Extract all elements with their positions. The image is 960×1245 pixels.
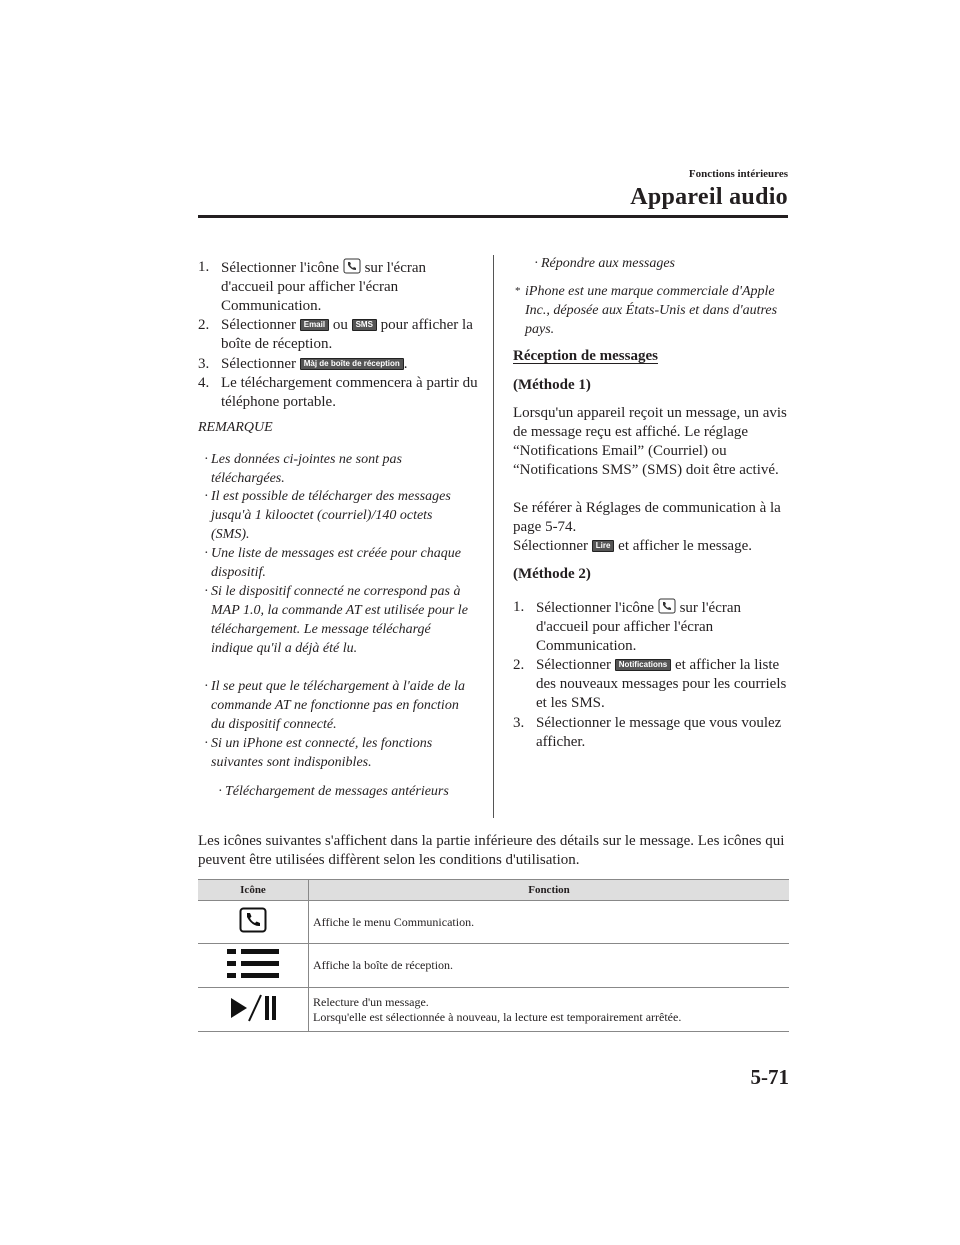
remarque-sub-bullet: · Répondre aux messages [534, 256, 676, 271]
section-label: Fonctions intérieures [688, 168, 788, 180]
read-button: Lire [592, 540, 615, 552]
table-row-text: Relecture d'un message. Lorsqu'elle est sélectionnée à nouveau, la lecture est temporairement arrêtée. [309, 988, 790, 1032]
remarque-bullet: · Il se peut que le téléchargement à l'aide de la commande AT ne fonctionne pas en fonction du dispositif connecté. [204, 679, 466, 732]
table-row-text: Affiche le menu Communication. [309, 901, 790, 944]
method-2-step-1: 1. Sélectionner l'icône sur l'écran d'accueil pour afficher l'écran Communication. [513, 599, 741, 654]
phone-icon [239, 907, 267, 933]
list-icon [225, 946, 281, 982]
sms-button: SMS [352, 319, 377, 331]
phone-icon [343, 258, 361, 274]
table-header-row [198, 880, 789, 901]
remarque-bullet: · Il est possible de télécharger des messages jusqu'à 1 kilooctet (courriel)/140 octets (SMS). [204, 489, 451, 542]
step-4: 4. Le téléchargement commencera à partir du téléphone portable. [198, 375, 478, 410]
remarque-sub-bullet: · Téléchargement de messages antérieurs [218, 784, 449, 799]
remarque-title: REMARQUE [198, 420, 273, 435]
method-2-label: (Méthode 2) [513, 566, 591, 582]
step-1: 1. Sélectionner l'icône sur l'écran d'accueil pour afficher l'écran Communication. [198, 259, 426, 314]
step-3: 3. Sélectionner Màj de boîte de réception . [198, 356, 408, 372]
remarque-bullet: · Les données ci-jointes ne sont pas téléchargées. [204, 452, 402, 486]
reception-heading: Réception de messages [513, 348, 658, 364]
header-divider [198, 215, 788, 218]
step-2: 2. Sélectionner Email ou SMS pour afficher la boîte de réception. [198, 317, 473, 352]
column-divider [493, 255, 494, 818]
method-2-step-2: 2. Sélectionner Notifications et afficher la liste des nouveaux messages pour les courriels et les SMS. [513, 657, 787, 711]
method-1-reference: Se référer à Réglages de communication à la page 5-74. [513, 500, 781, 535]
table-header-function: Fonction [309, 880, 790, 901]
table-row [198, 901, 789, 944]
table-row [198, 988, 789, 1032]
icon-intro-text: Les icônes suivantes s'affichent dans la partie inférieure des détails sur le message. Les icônes qui peuvent être utilisées diffèrent selon les conditions d'utilisation. [198, 833, 785, 868]
method-2-step-3: 3. Sélectionner le message que vous voulez afficher. [513, 715, 782, 750]
update-inbox-button: Màj de boîte de réception [300, 358, 404, 370]
icon-function-table [198, 879, 789, 1032]
remarque-bullet: · Une liste de messages est créée pour chaque dispositif. [204, 546, 461, 580]
method-1-label: (Méthode 1) [513, 377, 591, 393]
phone-icon [658, 598, 676, 614]
table-row [198, 944, 789, 988]
table-header-icon: Icône [198, 880, 309, 901]
notifications-button: Notifications [615, 659, 671, 671]
remarque-bullet: · Si un iPhone est connecté, les fonctions suivantes sont indisponibles. [204, 736, 433, 770]
table-row-text: Affiche la boîte de réception. [309, 944, 790, 988]
email-button: Email [300, 319, 329, 331]
footnote: * iPhone est une marque commerciale d'Apple Inc., déposée aux États-Unis et dans d'autres pays. [515, 284, 778, 337]
remarque-bullet: · Si le dispositif connecté ne correspond pas à MAP 1.0, la commande AT est utilisée pour le téléchargement. Le message téléchargé indique qu'il a déjà été lu. [204, 584, 468, 656]
play-pause-icon [227, 992, 279, 1024]
method-1-text: Lorsqu'un appareil reçoit un message, un avis de message reçu est affiché. Le réglage “Notifications Email” (Courriel) ou “Notifications SMS” (SMS) doit être activé. [513, 405, 787, 478]
page-title: Appareil audio [630, 184, 788, 210]
method-1-select: Sélectionner Lire et afficher le message. [513, 538, 752, 554]
page-number: 5-71 [750, 1065, 789, 1089]
